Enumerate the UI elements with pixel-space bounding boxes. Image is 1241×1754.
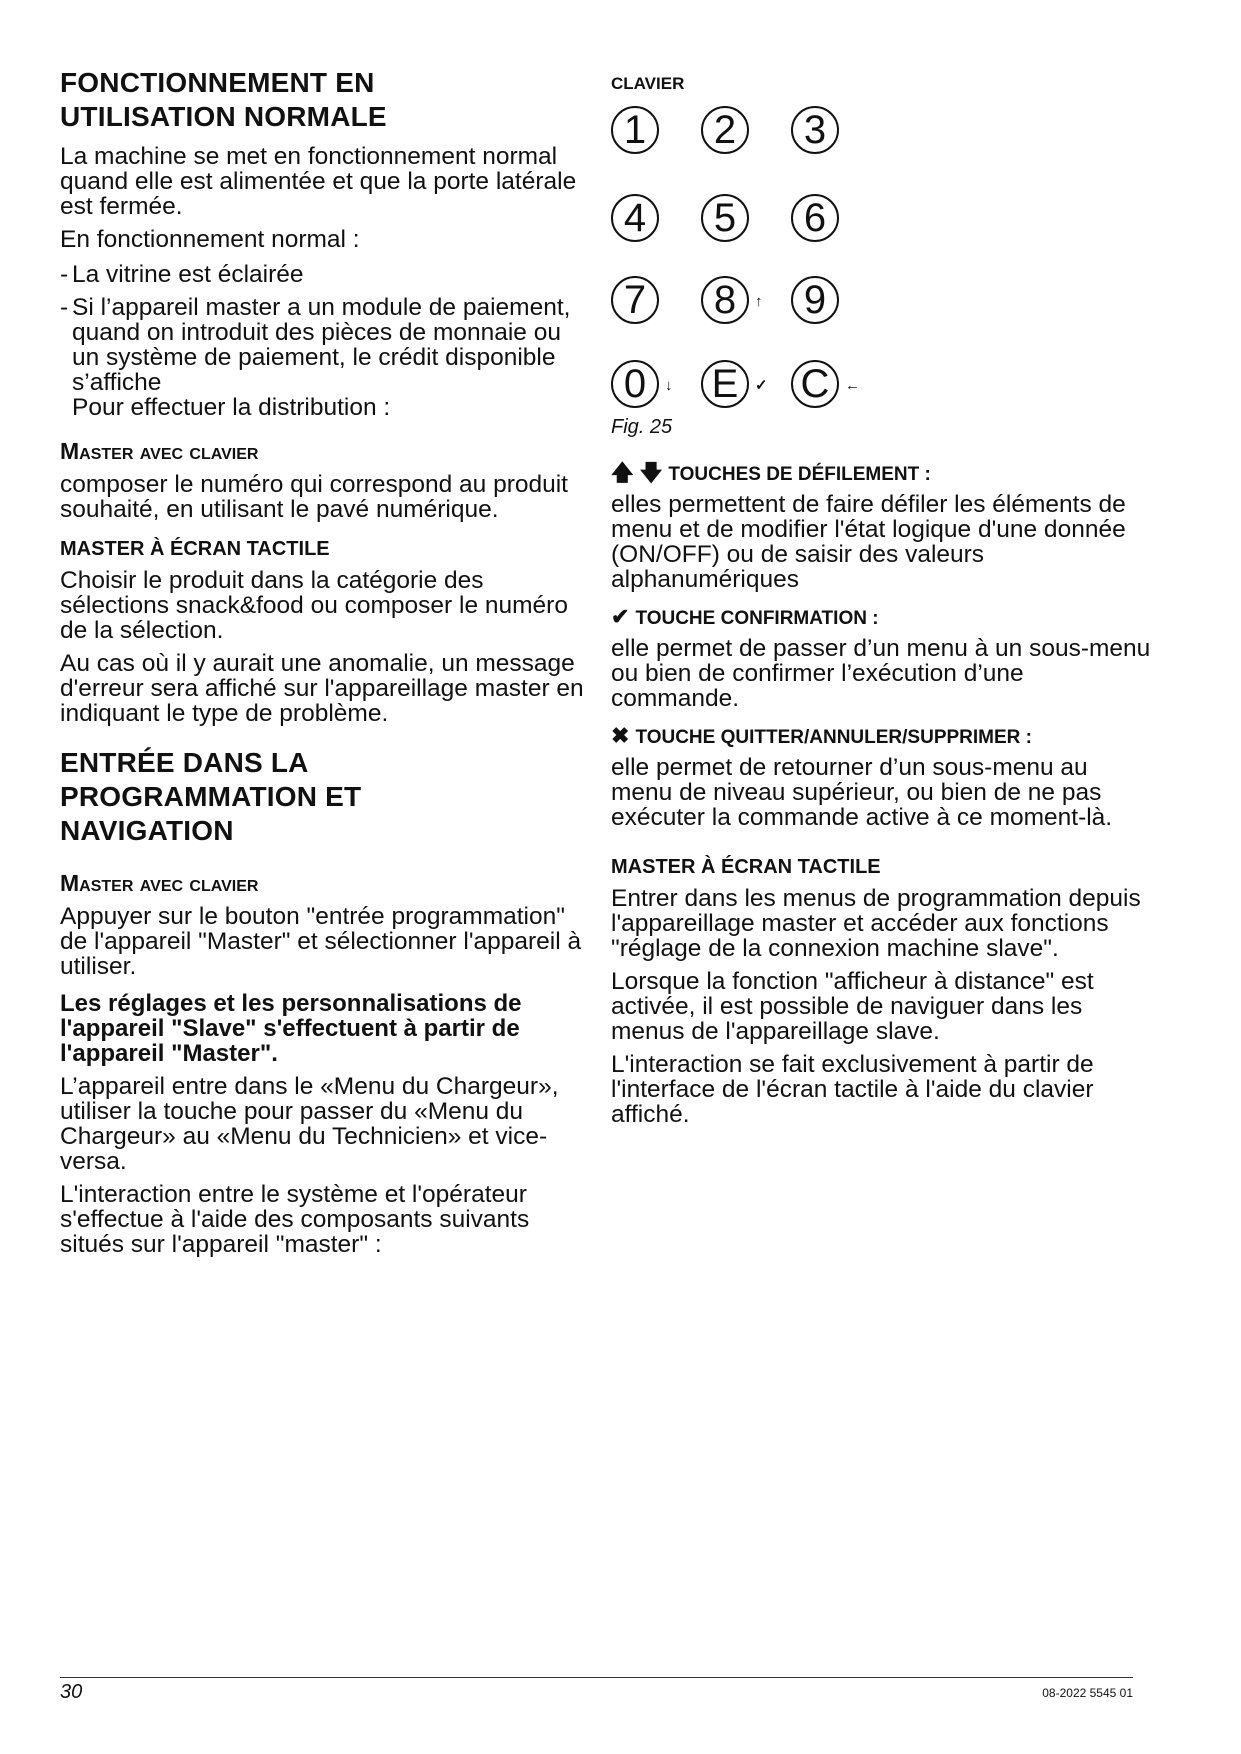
subheading-master-touchscreen: MASTER À ÉCRAN TACTILE <box>60 538 330 560</box>
bullet-item <box>60 262 585 287</box>
checkmark-icon: ✔ <box>611 604 630 629</box>
key-6: 6 <box>791 194 839 242</box>
key-2: 2 <box>701 106 749 154</box>
intro-paragraph: La machine se met en fonctionnement normal quand elle est alimentée et que la porte latérale est fermée. <box>60 143 577 220</box>
title-line: NAVIGATION <box>60 815 234 846</box>
normal-label: En fonctionnement normal : <box>60 226 360 253</box>
arrow-down-icon: ↓ <box>665 377 673 394</box>
key-7: 7 <box>611 276 659 324</box>
programming-entry-paragraph: Appuyer sur le bouton "entrée programmation" de l'appareil "Master" et sélectionner l'appareil à utiliser. <box>60 903 582 980</box>
keypad-label: CLAVIER <box>611 74 685 93</box>
bullet-item <box>60 295 585 395</box>
confirm-key-text: elle permet de passer d’un menu à un sous-menu ou bien de confirmer l’exécution d’une commande. <box>611 635 1151 712</box>
key-5: 5 <box>701 194 749 242</box>
scroll-keys-heading <box>611 462 1151 486</box>
up-down-arrows-icon: 🡅 🡇 <box>611 460 663 485</box>
slave-settings-note: Les réglages et les personnalisations de l'appareil "Slave" s'effectuent à partir de l'appareil "Master". <box>60 990 522 1067</box>
heading-text: TOUCHE QUITTER/ANNULER/SUPPRIMER : <box>635 727 1032 748</box>
touch-text-2: Lorsque la fonction "afficheur à distance" est activée, il est possible de naviguer dans les menus de l'appareillage slave. <box>611 968 1094 1045</box>
title-line: UTILISATION NORMALE <box>60 101 387 132</box>
touchscreen-instruction: Choisir le produit dans la catégorie des sélections snack&food ou composer le numéro de la sélection. <box>60 567 568 644</box>
subheading-master-keypad: Master avec clavier <box>60 438 259 464</box>
heading-text: TOUCHES DE DÉFILEMENT : <box>668 464 931 485</box>
page-number: 30 <box>60 1681 83 1703</box>
interaction-paragraph: L'interaction entre le système et l'opérateur s'effectue à l'aide des composants suivants situés sur l'appareil "master" : <box>60 1181 530 1258</box>
arrow-left-icon: ← <box>845 377 860 394</box>
scroll-keys-text: elles permettent de faire défiler les éléments de menu et de modifier l'état logique d'une donnée (ON/OFF) ou de saisir des valeurs alphanumériques <box>611 491 1126 593</box>
title-line: PROGRAMMATION ET <box>60 781 362 812</box>
key-9: 9 <box>791 276 839 324</box>
cross-icon: ✖ <box>611 723 630 748</box>
section-title-programming <box>60 746 585 848</box>
footer-divider <box>60 1677 1133 1678</box>
arrow-up-icon: ↑ <box>755 293 763 310</box>
heading-text: TOUCHE CONFIRMATION : <box>635 608 879 629</box>
section-title-normal-operation <box>60 66 585 134</box>
key-4: 4 <box>611 194 659 242</box>
right-column <box>611 66 1151 1135</box>
key-0: 0 <box>611 360 659 408</box>
key-e: E <box>701 360 749 408</box>
keypad-figure <box>611 106 871 442</box>
confirm-key-heading <box>611 606 1151 630</box>
error-message-paragraph: Au cas où il y aurait une anomalie, un message d'erreur sera affiché sur l'appareillage master en indiquant le type de problème. <box>60 650 584 727</box>
touch-text-3: L'interaction se fait exclusivement à partir de l'interface de l'écran tactile à l'aide du clavier affiché. <box>611 1051 1094 1128</box>
check-icon: ✓ <box>755 377 768 394</box>
keypad-instruction: composer le numéro qui correspond au produit souhaité, en utilisant le pavé numérique. <box>60 471 568 523</box>
title-line: ENTRÉE DANS LA <box>60 747 309 778</box>
dash-marker: - <box>60 294 69 321</box>
bullet-text: Si l’appareil master a un module de paiement, quand on introduit des pièces de monnaie ou un système de paiement, le crédit disponible s’affiche <box>72 294 571 396</box>
key-3: 3 <box>791 106 839 154</box>
key-8: 8 <box>701 276 749 324</box>
subheading-touchscreen-right: MASTER À ÉCRAN TACTILE <box>611 856 881 878</box>
key-1: 1 <box>611 106 659 154</box>
quit-key-heading <box>611 725 1151 749</box>
touch-text-1: Entrer dans les menus de programmation depuis l'appareillage master et accéder aux fonctions "réglage de la connexion machine slave". <box>611 885 1141 962</box>
figure-caption: Fig. 25 <box>611 416 673 438</box>
title-line: FONCTIONNEMENT EN <box>60 67 375 98</box>
quit-key-text: elle permet de retourner d’un sous-menu au menu de niveau supérieur, ou bien de ne pas exécuter la commande active à ce moment-là. <box>611 754 1113 831</box>
document-code: 08-2022 5545 01 <box>1042 1686 1133 1700</box>
bullet-text: La vitrine est éclairée <box>72 261 304 288</box>
loader-menu-paragraph: L’appareil entre dans le «Menu du Chargeur», utiliser la touche pour passer du «Menu du Chargeur» au «Menu du Technicien» et vice-versa. <box>60 1073 559 1175</box>
dash-marker: - <box>60 261 69 288</box>
distribution-label: Pour effectuer la distribution : <box>72 394 391 421</box>
key-c: C <box>791 360 839 408</box>
left-column <box>60 66 585 1265</box>
subheading-master-keypad-2: Master avec clavier <box>60 870 259 896</box>
